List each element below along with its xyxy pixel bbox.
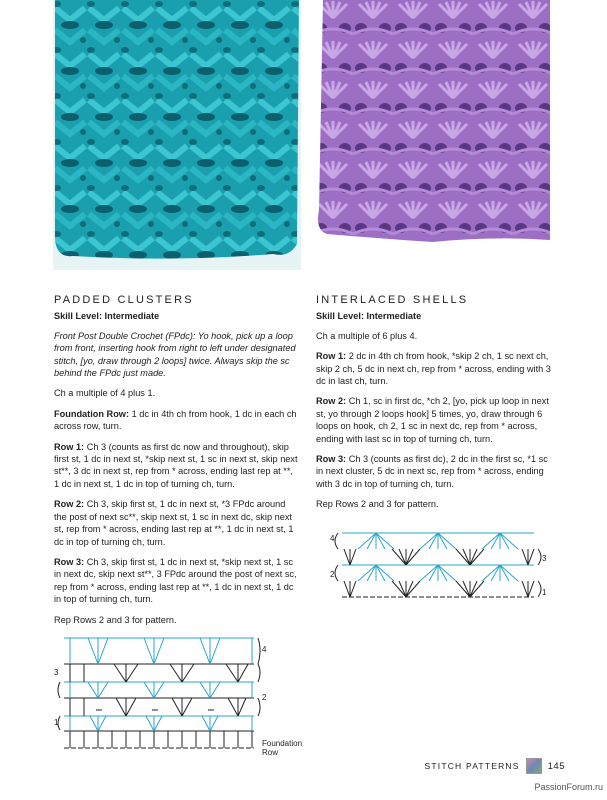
instruction-row — [54, 408, 300, 433]
row-number-1: 1 — [542, 588, 547, 597]
row-text: 1 dc in 4th ch from hook, 1 dc in each ch across row, turn. — [54, 408, 297, 432]
foundation-label-line1: Foundation — [262, 739, 303, 748]
pattern-title: PADDED CLUSTERS — [54, 294, 194, 306]
row-label: Row 1: — [316, 351, 347, 362]
row-number-2: 2 — [262, 693, 267, 702]
row-label: Row 1: — [54, 441, 85, 452]
row-number-4: 4 — [330, 534, 335, 543]
row-number-3: 3 — [54, 668, 59, 677]
stitch-symbols — [335, 533, 541, 597]
instruction-row — [54, 498, 300, 548]
foundation-label-line2: Row — [262, 748, 279, 757]
row-text: Ch 3, skip first st, 1 dc in next st, *3 FPdc around the post of next sc**, skip next st, 1 sc in next dc, skip next st, rep from * across, ending last rep at **, 1 dc in next st, 1 dc in top of turning ch, turn. — [54, 499, 294, 547]
row-number-3: 3 — [542, 554, 547, 563]
row-text: Ch 3 (counts as first dc now and throughout), skip first st, 1 dc in next st, *skip next st, 1 sc in next st, skip next st**, 3 dc in next st, rep from * across, ending last rep at **, 1 dc in next st, 1 dc in top of turning ch, turn. — [54, 441, 298, 489]
row-label: Row 2: — [316, 396, 347, 407]
row-number-4: 4 — [262, 645, 267, 654]
row-numbers — [54, 645, 302, 757]
padded-clusters-section — [54, 294, 300, 634]
skill-level: Skill Level: Intermediate — [316, 311, 422, 322]
instruction-row — [54, 556, 300, 606]
row-number-1: 1 — [54, 718, 59, 727]
row-label: Row 3: — [316, 454, 347, 465]
repeat-instruction: Rep Rows 2 and 3 for pattern. — [316, 499, 439, 510]
row-label: Row 2: — [54, 499, 85, 510]
crochet-chart-svg — [330, 521, 552, 605]
padded-clusters-chart — [54, 630, 303, 757]
stitch-note: Front Post Double Crochet (FPdc): Yo hook, pick up a loop from front, inserting hook from right to left under designated stitch, [yo, draw through 2 loops] twice. Always skip the sc behind the FPdc just made. — [54, 330, 296, 379]
interlaced-shells-section — [316, 294, 556, 519]
instruction-row — [54, 441, 300, 491]
row-text: Ch 1, sc in first dc, *ch 2, [yo, pick up loop in next st, yo through 2 loops hook] 5 times, yo, draw through 6 loops on hook, ch 2, 1 sc in next dc, rep from * across, ending with last sc in top of turning ch, turn. — [316, 396, 549, 444]
padded-clusters-swatch-photo — [53, 0, 301, 270]
instruction-row — [316, 350, 556, 387]
repeat-instruction: Rep Rows 2 and 3 for pattern. — [54, 614, 177, 625]
row-number-2: 2 — [330, 570, 335, 579]
interlaced-shells-swatch-photo — [313, 0, 550, 248]
crochet-chart-svg — [54, 630, 303, 757]
chain-multiple: Ch a multiple of 4 plus 1. — [54, 388, 156, 399]
pattern-title: INTERLACED SHELLS — [316, 294, 469, 306]
watermark: PassionForum.ru — [534, 782, 603, 792]
interlaced-shells-chart — [330, 521, 552, 605]
row-label: Row 3: — [54, 556, 85, 567]
yarn-swatch-icon — [526, 758, 542, 774]
row-text: 2 dc in 4th ch from hook, *skip 2 ch, 1 sc next ch, skip 2 ch, 5 dc in next ch, rep from * across, ending with 3 dc in last ch, turn. — [316, 351, 551, 387]
instruction-row — [316, 395, 556, 445]
instruction-row — [316, 453, 556, 490]
row-label: Foundation Row: — [54, 408, 130, 419]
section-name: STITCH PATTERNS — [424, 761, 520, 771]
page-number: 145 — [547, 760, 565, 772]
chain-multiple: Ch a multiple of 6 plus 4. — [316, 330, 418, 341]
skill-level: Skill Level: Intermediate — [54, 311, 160, 322]
row-text: Ch 3 (counts as first dc), 2 dc in the first sc, *1 sc in next cluster, 5 dc in next sc, rep from * across, ending with 3 dc in top of turning ch, turn. — [316, 454, 548, 489]
stitch-symbols — [58, 638, 260, 748]
page-footer — [425, 758, 566, 774]
row-text: Ch 3, skip first st, 1 dc in next st, *skip next st, 1 sc in next dc, skip next st**, 3 FPdc around the post of next sc, rep from * across, ending last rep at **, 1 dc in next st, 1 dc in top of turning ch, turn. — [54, 556, 297, 605]
